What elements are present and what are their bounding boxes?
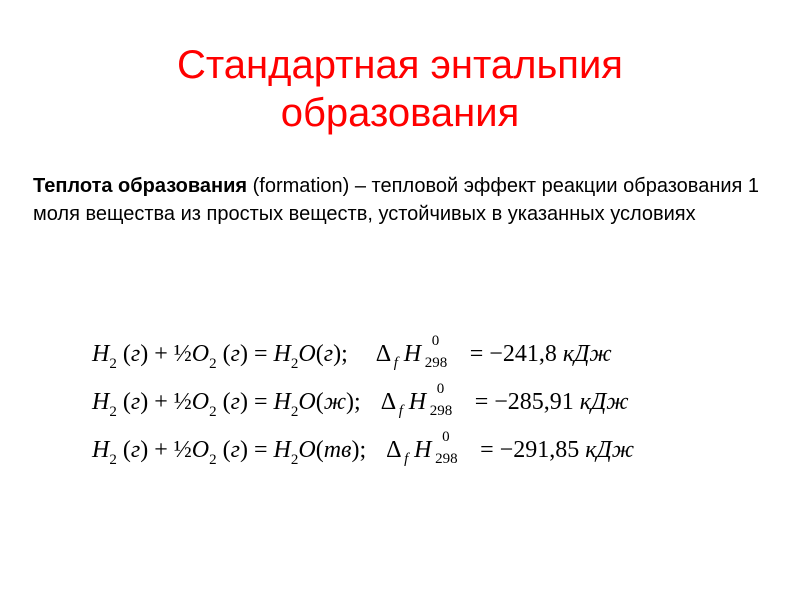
title-line-1: Стандартная энтальпия bbox=[177, 42, 623, 87]
eq-h: H bbox=[92, 341, 110, 367]
enthalpy-value: −285,91 bbox=[494, 389, 574, 415]
eq-phase: г bbox=[230, 437, 240, 463]
eq-equals: = bbox=[480, 437, 494, 463]
eq-o: O bbox=[298, 389, 316, 415]
eq-phase: г bbox=[130, 341, 141, 367]
h-symbol: H bbox=[403, 341, 422, 367]
delta-f-h-298 bbox=[381, 382, 469, 422]
f-subscript: f bbox=[393, 355, 398, 371]
eq-equals: = bbox=[253, 341, 268, 367]
definition-text: (formation) – тепловой эффект реакции образования 1 моля вещества из простых веществ, устойчивых в указанных условиях bbox=[33, 175, 760, 225]
delta-symbol: Δ bbox=[386, 437, 402, 463]
eq-equals: = bbox=[253, 437, 268, 463]
f-subscript: f bbox=[398, 403, 403, 419]
f-subscript: f bbox=[404, 451, 409, 467]
eq-o: O bbox=[298, 437, 316, 463]
eq-h: H bbox=[273, 341, 291, 367]
enthalpy-unit: кДж bbox=[585, 437, 635, 463]
slide-title bbox=[0, 41, 800, 137]
eq-sub: 2 bbox=[209, 404, 217, 420]
eq-sub: 2 bbox=[109, 452, 117, 468]
eq-product-phase: ж bbox=[323, 389, 347, 415]
eq-sub: 2 bbox=[290, 452, 299, 468]
eq-phase: г bbox=[230, 341, 240, 367]
eq-h: H bbox=[92, 389, 110, 415]
eq-half: ½ bbox=[173, 437, 192, 463]
enthalpy-unit: кДж bbox=[579, 389, 629, 415]
eq-equals: = bbox=[253, 389, 268, 415]
eq-h: H bbox=[92, 437, 110, 463]
delta-f-h-298 bbox=[376, 334, 464, 374]
eq-sub: 2 bbox=[209, 452, 217, 468]
eq-phase: г bbox=[130, 389, 141, 415]
eq-equals: = bbox=[469, 341, 484, 367]
eq-o: O bbox=[298, 341, 316, 367]
enthalpy-value: −291,85 bbox=[499, 437, 580, 463]
eq-sub: 2 bbox=[209, 356, 217, 372]
eq-o: O bbox=[191, 437, 210, 463]
eq-product-phase: тв bbox=[323, 437, 352, 463]
temperature-subscript: 298 bbox=[435, 451, 458, 467]
equation-solid: $H_2$ $(г) + \frac{1}{2}O_2$ $(г) = H_2O(тв)$; Δ f H 0 298 = −291,85 кДж bbox=[92, 430, 752, 470]
enthalpy-value: −241,8 bbox=[489, 341, 557, 367]
eq-equals: = bbox=[474, 389, 489, 415]
eq-sub: 2 bbox=[109, 356, 117, 372]
standard-superscript: 0 bbox=[431, 333, 440, 349]
eq-sub: 2 bbox=[109, 404, 117, 420]
definition-term: Теплота образования bbox=[33, 175, 248, 197]
eq-phase: г bbox=[230, 389, 240, 415]
title-line-2: образования bbox=[280, 90, 520, 135]
definition-paragraph bbox=[33, 172, 773, 228]
eq-o: O bbox=[191, 389, 210, 415]
delta-symbol: Δ bbox=[380, 389, 397, 415]
standard-superscript: 0 bbox=[436, 381, 445, 397]
equation-liquid: $H_2$ $(г) + \frac{1}{2}O_2$ $(г) = H_2O(ж)$; Δ f H 0 298 = −285,91 кДж bbox=[92, 382, 752, 422]
h-symbol: H bbox=[414, 437, 432, 463]
eq-o: O bbox=[191, 341, 210, 367]
h-symbol: H bbox=[408, 389, 427, 415]
enthalpy-unit: кДж bbox=[562, 341, 612, 367]
delta-f-h-298 bbox=[386, 430, 474, 470]
eq-half: ½ bbox=[173, 341, 192, 367]
eq-phase: г bbox=[130, 437, 141, 463]
eq-half: ½ bbox=[173, 389, 192, 415]
standard-superscript: 0 bbox=[442, 429, 450, 445]
eq-product-phase: г bbox=[323, 341, 334, 367]
eq-sub: 2 bbox=[290, 404, 299, 420]
delta-symbol: Δ bbox=[375, 341, 392, 367]
eq-h: H bbox=[273, 437, 291, 463]
temperature-subscript: 298 bbox=[424, 355, 448, 371]
eq-h: H bbox=[273, 389, 291, 415]
equation-gas: $H_2$ $(г) + \frac{1}{2}O_2$ $(г) = H_2O(г)$; Δ f H 0 298 = −241,8 кДж bbox=[92, 334, 752, 374]
temperature-subscript: 298 bbox=[429, 403, 453, 419]
eq-sub: 2 bbox=[290, 356, 299, 372]
